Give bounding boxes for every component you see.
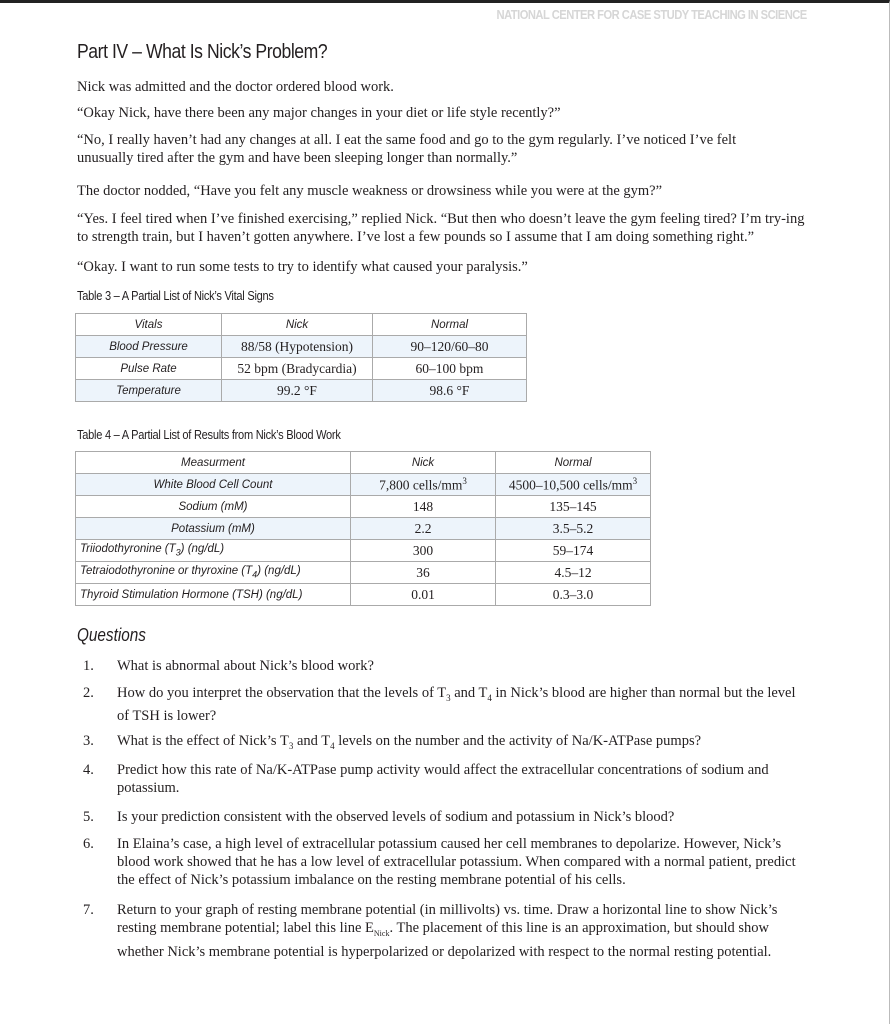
question-text <box>117 732 803 755</box>
cell: 4.5–12 <box>496 562 651 584</box>
table-row <box>76 562 651 584</box>
cell: Blood Pressure <box>76 336 222 358</box>
table-row <box>76 584 651 606</box>
cell: 90–120/60–80 <box>373 336 527 358</box>
question-item <box>83 808 803 826</box>
table-row <box>76 518 651 540</box>
table4-caption: Table 4 – A Partial List of Results from Nick’s Blood Work <box>77 427 341 442</box>
question-text <box>117 901 798 961</box>
header-cell: Normal <box>373 314 527 336</box>
subscript: 3 <box>288 740 294 751</box>
table3-caption: Table 3 – A Partial List of Nick’s Vital Signs <box>77 288 274 303</box>
subscript: Nick <box>373 928 390 938</box>
question-number: 3. <box>83 733 94 749</box>
question-number: 4. <box>83 762 94 778</box>
question-number: 2. <box>83 685 94 701</box>
page-title: Part IV – What Is Nick’s Problem? <box>77 41 328 63</box>
table-row <box>76 336 527 358</box>
cell: 148 <box>351 496 496 518</box>
superscript: 3 <box>632 475 638 486</box>
text: levels on the number and the activity of Na/K-ATPase pumps? <box>334 733 702 749</box>
question-text: In Elaina’s case, a high level of extracellular potassium caused her cell membranes to depolarize. However, Nick’s blood work showed that he has a low level of extracellular potassium. When compared with a normal patient, predict the effect of Nick’s potassium imbalance on the resting membrane potential of his cells. <box>117 836 796 888</box>
cell: 2.2 <box>351 518 496 540</box>
subscript: 4 <box>487 692 492 703</box>
paragraph: The doctor nodded, “Have you felt any muscle weakness or drowsiness while you were at the gym?” <box>77 183 663 199</box>
table-row <box>76 380 527 402</box>
cell: White Blood Cell Count <box>76 474 351 496</box>
vital-signs-table <box>75 313 527 402</box>
cell: 36 <box>351 562 496 584</box>
subscript: 4 <box>330 740 335 751</box>
cell <box>76 540 351 562</box>
paragraph: “Okay. I want to run some tests to try to identify what caused your paralysis.” <box>77 259 528 275</box>
question-text: What is abnormal about Nick’s blood work? <box>117 658 374 674</box>
cell: Thyroid Stimulation Hormone (TSH) (ng/dL) <box>76 584 351 606</box>
text: . The placement of this line is an approximation, but should show whether Nick’s membrane potential is hyperpolarized or depolarized with respect to the normal resting potential. <box>117 920 772 960</box>
subscript: 4 <box>252 569 258 580</box>
cell <box>76 562 351 584</box>
header-cell: Measurment <box>76 452 351 474</box>
header-cell: Normal <box>496 452 651 474</box>
cell: Sodium (mM) <box>76 496 351 518</box>
text: and T <box>450 685 488 701</box>
question-number: 1. <box>83 658 94 674</box>
cell: 52 bpm (Bradycardia) <box>222 358 373 380</box>
cell: Temperature <box>76 380 222 402</box>
publisher-header: NATIONAL CENTER FOR CASE STUDY TEACHING IN SCIENCE <box>496 7 807 22</box>
table-header-row <box>76 314 527 336</box>
cell: 0.01 <box>351 584 496 606</box>
question-item <box>83 901 798 961</box>
paragraph: “Yes. I feel tired when I’ve finished exercising,” replied Nick. “But then who doesn’t leave the gym feeling tired? I’m try-ing to strength train, but I haven’t gotten anywhere. I’ve lost a few pounds so I assume that I am doing something right.” <box>77 211 805 245</box>
cell: 98.6 °F <box>373 380 527 402</box>
cell: 300 <box>351 540 496 562</box>
question-number: 7. <box>83 902 94 918</box>
table-header-row <box>76 452 651 474</box>
label: Tetraiodothyronine or thyroxine (T <box>80 565 253 578</box>
text: How do you interpret the observation that the levels of T <box>117 685 447 701</box>
question-item <box>83 684 803 725</box>
question-number: 5. <box>83 809 94 825</box>
paragraph: “Okay Nick, have there been any major changes in your diet or life style recently?” <box>77 105 561 121</box>
header-cell: Vitals <box>76 314 222 336</box>
cell <box>496 474 651 496</box>
paragraph: “No, I really haven’t had any changes at all. I eat the same food and go to the gym regularly. I’ve noticed I’ve felt unusually tired after the gym and have been sleeping longer than normally.” <box>77 132 737 166</box>
label: Triiodothyronine (T <box>80 543 176 556</box>
questions-heading: Questions <box>77 625 146 645</box>
question-text <box>117 684 803 725</box>
question-item <box>83 835 803 889</box>
cell: 135–145 <box>496 496 651 518</box>
blood-work-table <box>75 451 651 606</box>
cell: 3.5–5.2 <box>496 518 651 540</box>
label: ) (ng/dL) <box>257 565 301 578</box>
value: 7,800 cells/mm <box>379 477 463 493</box>
question-item <box>83 657 803 675</box>
question-item <box>83 761 783 797</box>
table-row <box>76 474 651 496</box>
value: 4500–10,500 cells/mm <box>508 477 633 493</box>
subscript: 3 <box>175 547 181 558</box>
superscript: 3 <box>462 475 467 486</box>
question-text: Is your prediction consistent with the observed levels of sodium and potassium in Nick’s blood? <box>117 809 675 825</box>
text: Return to your graph of resting membrane potential (in millivolts) vs. time. Draw a horizontal line to show Nick’s resting membrane potential; label this line E <box>117 902 778 936</box>
table-row <box>76 358 527 380</box>
question-number: 6. <box>83 836 94 852</box>
question-text: Predict how this rate of Na/K-ATPase pump activity would affect the extracellular concentrations of sodium and potassium. <box>117 762 769 796</box>
cell: 59–174 <box>496 540 651 562</box>
cell: 0.3–3.0 <box>496 584 651 606</box>
table-row <box>76 496 651 518</box>
header-cell: Nick <box>351 452 496 474</box>
text: and T <box>293 733 331 749</box>
subscript: 3 <box>446 692 451 703</box>
cell: 88/58 (Hypotension) <box>222 336 373 358</box>
cell: 99.2 °F <box>222 380 373 402</box>
label: ) (ng/dL) <box>180 543 225 556</box>
cell: 60–100 bpm <box>373 358 527 380</box>
question-item <box>83 732 803 755</box>
table-row <box>76 540 651 562</box>
paragraph: Nick was admitted and the doctor ordered blood work. <box>77 79 394 95</box>
cell <box>351 474 496 496</box>
cell: Pulse Rate <box>76 358 222 380</box>
text: in Nick’s blood are higher than normal but the level of TSH is lower? <box>117 685 796 724</box>
text: What is the effect of Nick’s T <box>117 733 289 749</box>
cell: Potassium (mM) <box>76 518 351 540</box>
header-cell: Nick <box>222 314 373 336</box>
